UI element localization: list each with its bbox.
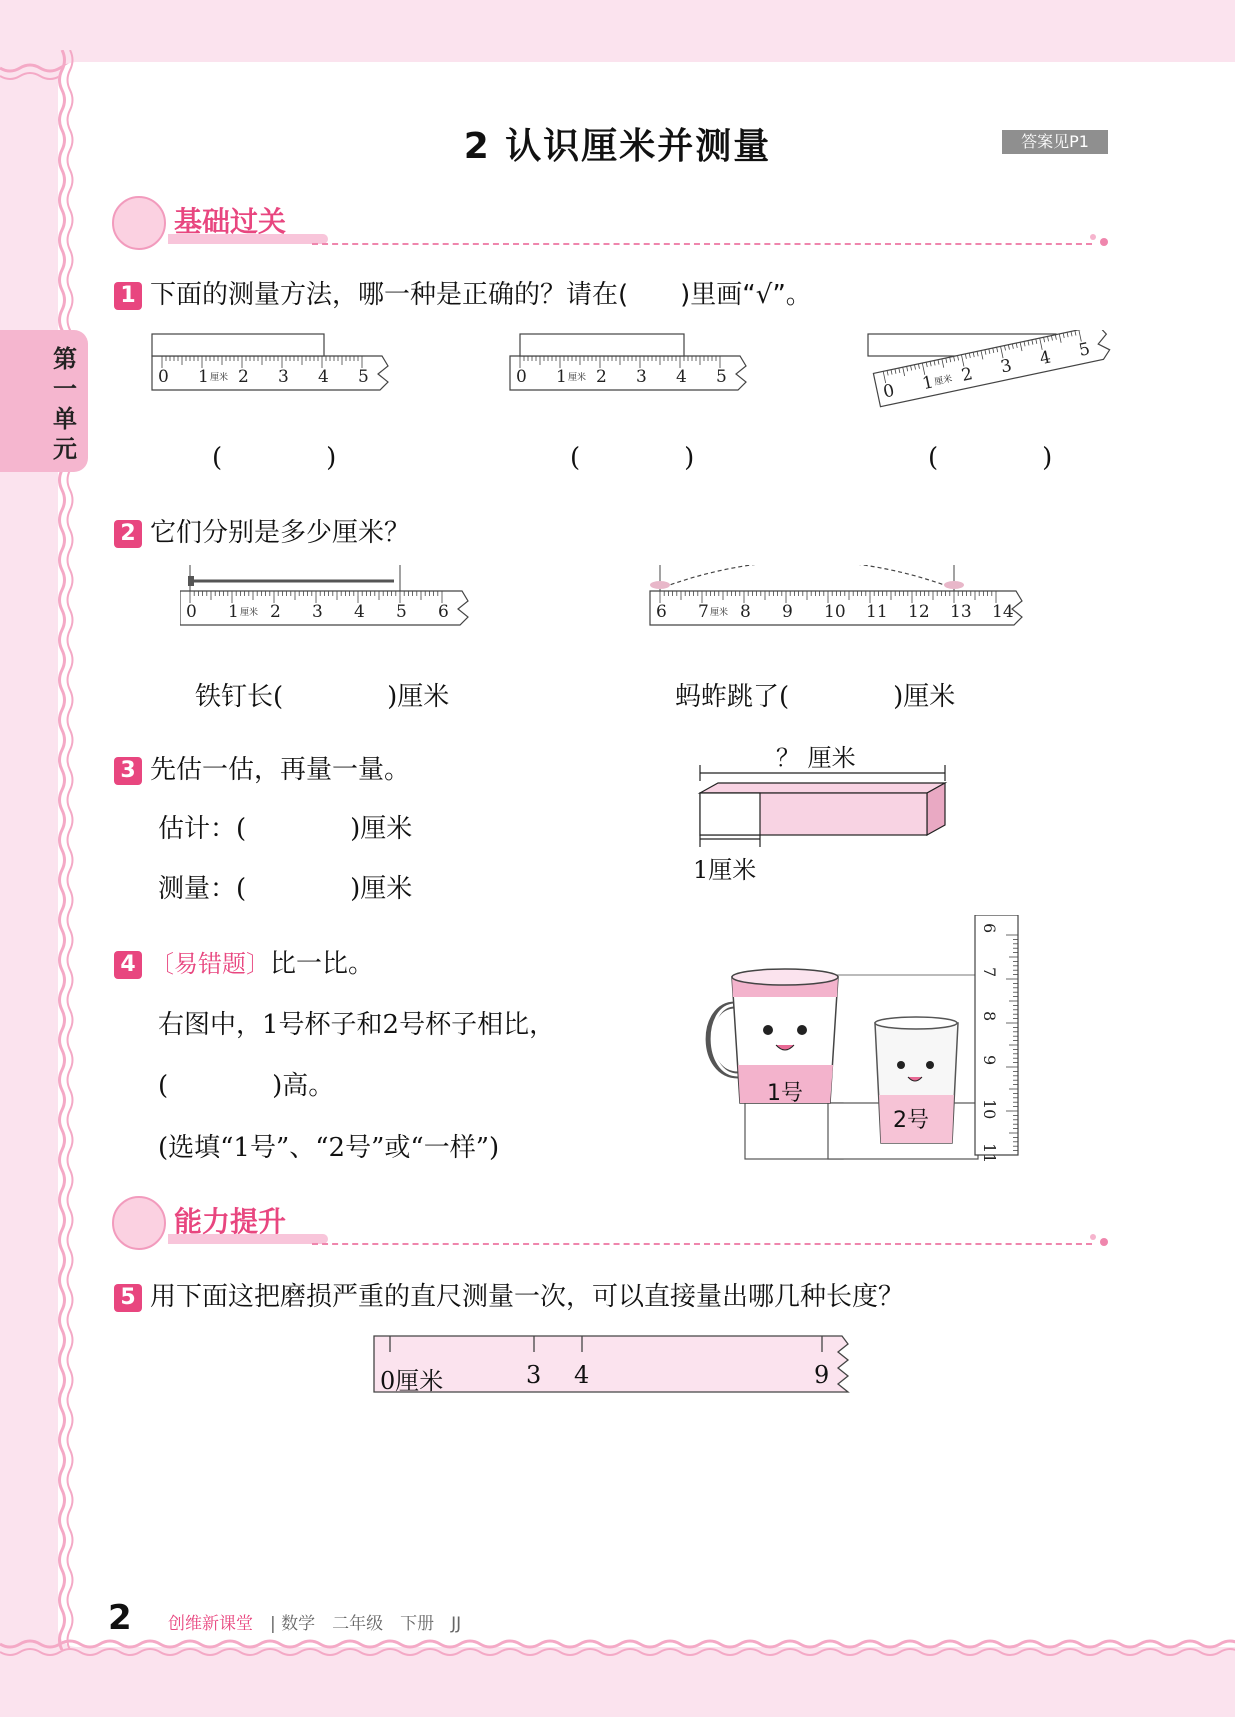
unit-tab-label: 第一单元 — [53, 345, 77, 463]
cup-1-label: 1号 — [767, 1081, 803, 1106]
ruler-label: 4 — [1038, 347, 1053, 370]
cup-2-label: 2号 — [893, 1108, 929, 1133]
ruler-label: 0 — [158, 367, 169, 387]
worn-ruler-label-9: 9 — [814, 1361, 830, 1389]
ruler-label: 2 — [270, 602, 281, 622]
q1-rulers — [140, 330, 1140, 430]
ruler-label: 1 — [556, 367, 567, 387]
ruler-label: 2 — [959, 364, 975, 386]
ruler-body — [510, 356, 746, 390]
question-text: 比一比。 — [270, 949, 375, 979]
dotted-divider — [312, 243, 1092, 245]
ruler-label: 2 — [238, 367, 249, 387]
answer-blank-2[interactable]: ( ) — [570, 443, 695, 473]
ruler-label: 4 — [318, 367, 329, 387]
tricky-tag: 〔易错题〕 — [150, 950, 270, 978]
ruler-label: 6 — [656, 602, 667, 622]
ruler-label: 5 — [716, 367, 727, 387]
ruler-label: 6 — [980, 923, 999, 934]
question-number: 5 — [114, 1284, 142, 1312]
question-3 — [114, 749, 410, 786]
q4-hint: (选填“1号”、“2号”或“一样”) — [158, 1133, 500, 1163]
ruler-label: 14 — [992, 602, 1014, 622]
grasshopper-icon — [944, 581, 964, 589]
ruler-label: 9 — [980, 1055, 999, 1066]
ruler-label: 5 — [358, 367, 369, 387]
question-number: 4 — [114, 951, 142, 979]
q2-rulers — [180, 565, 1100, 655]
section-title: 能力提升 — [174, 1205, 287, 1238]
page-title: 2 认识厘米并测量 — [463, 126, 772, 167]
footer-brand: 创维新课堂 — [168, 1614, 253, 1634]
question-number: 2 — [114, 520, 142, 548]
q4-cups-figure — [690, 915, 1030, 1175]
q4-answer-blank[interactable]: ( )高。 — [158, 1071, 335, 1101]
question-text: 它们分别是多少厘米？ — [150, 518, 411, 548]
nail-head — [188, 576, 194, 586]
ruler-label: 12 — [908, 602, 930, 622]
bar-length-label: ？ 厘米 — [776, 744, 856, 772]
ruler-label: 4 — [676, 367, 687, 387]
left-wave-border — [50, 50, 80, 1650]
answer-reference-tag: 答案见P1 — [1002, 130, 1108, 154]
divider-dot — [1100, 1238, 1108, 1246]
measured-object — [520, 334, 684, 356]
ruler-body — [180, 591, 468, 625]
section-title: 基础过关 — [174, 205, 287, 238]
ruler-label: 4 — [354, 602, 365, 622]
jump-arc — [664, 565, 950, 587]
question-text: 用下面这把磨损严重的直尺测量一次，可以直接量出哪几种长度？ — [150, 1282, 905, 1312]
ruler-unit: 厘米 — [210, 373, 229, 383]
ruler-unit: 厘米 — [568, 373, 587, 383]
ruler-unit: 厘米 — [710, 608, 729, 618]
measured-object — [152, 334, 324, 356]
question-4 — [114, 943, 374, 980]
ruler-label: 1 — [198, 367, 209, 387]
dotted-divider — [312, 1243, 1092, 1245]
grasshopper-icon — [650, 581, 670, 589]
question-number: 1 — [114, 282, 142, 310]
answer-blank-1[interactable]: ( ) — [212, 443, 337, 473]
answer-blank-3[interactable]: ( ) — [928, 443, 1053, 473]
worn-ruler-label-0: 0厘米 — [380, 1367, 444, 1395]
ruler-body — [152, 356, 388, 390]
question-text: 下面的测量方法，哪一种是正确的？请在( )里画“√”。 — [150, 280, 812, 310]
ruler-label: 3 — [998, 355, 1014, 378]
mascot-icon — [112, 196, 166, 250]
section-advanced-header — [112, 1194, 1108, 1248]
ruler-label: 3 — [278, 367, 289, 387]
footer-book-info: | 数学 二年级 下册 JJ — [270, 1614, 462, 1634]
worn-ruler-label-3: 3 — [526, 1361, 542, 1389]
ruler-label: 3 — [312, 602, 323, 622]
one-cm-label: 1厘米 — [693, 856, 757, 884]
ruler-label: 7 — [698, 602, 709, 622]
unit-tab — [0, 330, 88, 472]
ruler-label: 1 — [228, 602, 239, 622]
grasshopper-jump-answer[interactable]: 蚂蚱跳了( )厘米 — [675, 682, 956, 712]
ruler-label: 0 — [516, 367, 527, 387]
divider-dot — [1100, 238, 1108, 246]
ruler-label: 2 — [596, 367, 607, 387]
ruler-label: 8 — [740, 602, 751, 622]
ruler-label: 5 — [1077, 339, 1092, 361]
ruler-label: 5 — [396, 602, 407, 622]
q4-line-1: 右图中，1号杯子和2号杯子相比， — [158, 1010, 556, 1040]
page-number: 2 — [108, 1598, 132, 1638]
question-number: 3 — [114, 757, 142, 785]
ruler-unit: 厘米 — [933, 374, 954, 388]
ruler-label: 6 — [438, 602, 449, 622]
mascot-icon — [112, 1196, 166, 1250]
question-5 — [114, 1276, 904, 1313]
divider-dot — [1090, 1234, 1096, 1240]
worn-ruler-label-4: 4 — [574, 1361, 590, 1389]
question-1 — [114, 274, 812, 311]
bottom-wave-border — [0, 1630, 1235, 1717]
ruler-label: 9 — [782, 602, 793, 622]
ruler-label: 0 — [881, 380, 897, 403]
ruler-label: 7 — [980, 967, 999, 978]
estimate-line[interactable]: 估计：( )厘米 — [158, 814, 413, 844]
ruler-label: 10 — [980, 1099, 999, 1120]
ruler-label: 8 — [980, 1011, 999, 1022]
ruler-label: 11 — [980, 1143, 999, 1164]
question-text: 先估一估，再量一量。 — [150, 755, 411, 785]
ruler-unit: 厘米 — [240, 608, 259, 618]
ruler-label: 0 — [186, 602, 197, 622]
ruler-label: 10 — [824, 602, 846, 622]
divider-dot — [1090, 234, 1096, 240]
nail-length-answer[interactable]: 铁钉长( )厘米 — [195, 682, 450, 712]
ruler-label: 1 — [920, 372, 936, 395]
worn-ruler — [372, 1334, 862, 1404]
ruler-label: 11 — [866, 602, 888, 622]
section-basic-header — [112, 194, 1108, 248]
ruler-label: 3 — [636, 367, 647, 387]
ruler-label: 13 — [950, 602, 972, 622]
question-2 — [114, 512, 410, 549]
measure-line[interactable]: 测量：( )厘米 — [158, 874, 413, 904]
